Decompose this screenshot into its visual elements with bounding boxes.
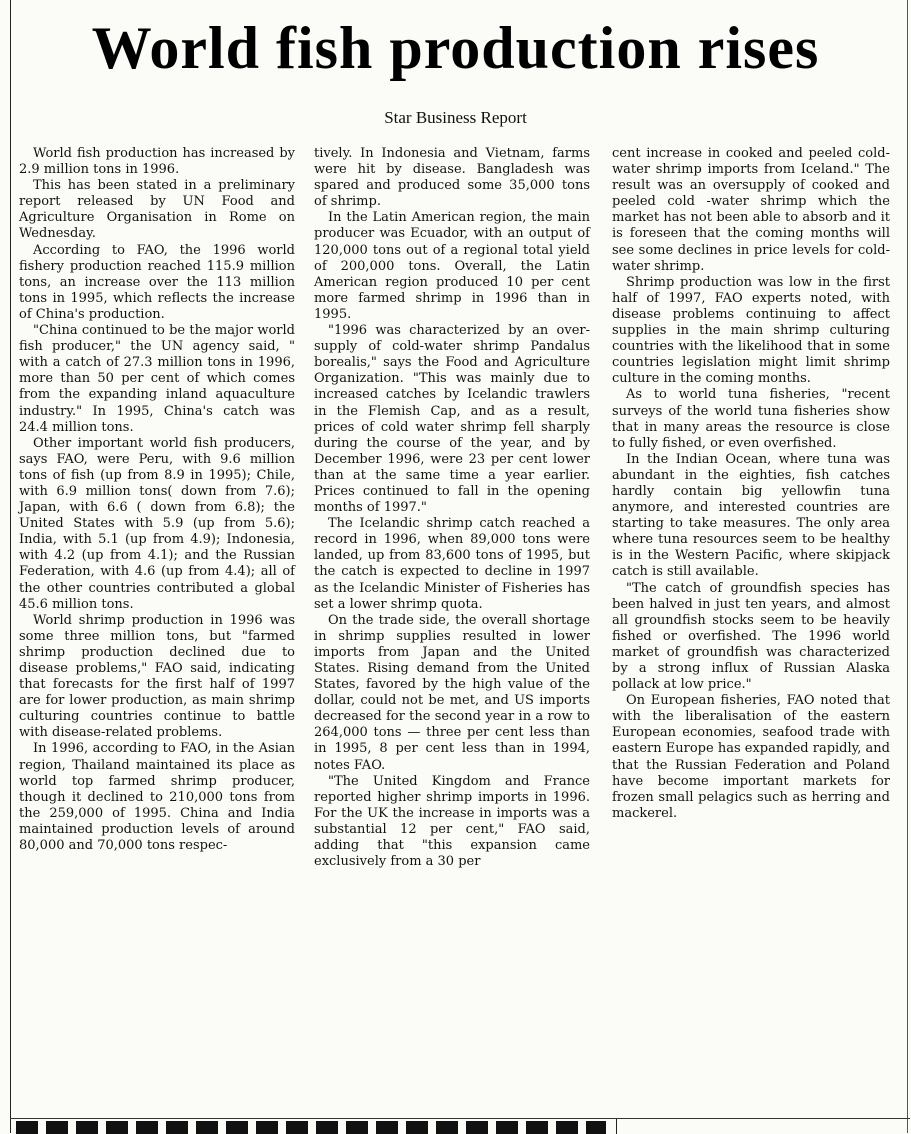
cropped-headline-glyphs [16,1121,606,1134]
paragraph: World fish production has increased by 2.9 million tons in 1996. [19,146,295,178]
paragraph: "1996 was characterized by an over-supply of cold-water shrimp Pandalus borealis," says the Food and Agriculture Organization. "This was mainly due to increased catches by Icelandic trawlers in the Flemish Cap, and as a result, prices of cold water shrimp fell sharply during the course of the year, and by December 1996, were 23 per cent lower than at the same time a year earlier. Prices continued to fall in the opening months of 1997." [314,323,590,516]
paragraph: The Icelandic shrimp catch reached a record in 1996, when 89,000 tons were landed, up from 83,600 tons of 1995, but the catch is expected to decline in 1997 as the Icelandic Minister of Fisheries has set a lower shrimp quota. [314,516,590,612]
article-column-2 [314,146,590,870]
byline: Star Business Report [384,108,527,127]
paragraph: As to world tuna fisheries, "recent surveys of the world tuna fisheries show that in many areas the resource is close to fully fished, or even overfished. [612,387,890,451]
paragraph: World shrimp production in 1996 was some three million tons, but "farmed shrimp production declined due to disease problems," FAO said, indicating that forecasts for the first half of 1997 are for lower production, as main shrimp culturing countries continue to battle with disease-related problems. [19,612,295,741]
paragraph: Shrimp production was low in the first half of 1997, FAO experts noted, with disease problems continuing to affect supplies in the main shrimp culturing countries with the likelihood that in some countries legislation might limit shrimp culture in the coming months. [612,274,890,387]
paragraph: Other important world fish producers, says FAO, were Peru, with 9.6 million tons of fish (up from 8.9 in 1995); Chile, with 6.9 million tons( down from 7.6); Japan, with 6.6 ( down from 6.8); the United States with 5.9 (up from 5.6); India, with 5.1 (up from 4.9); Indonesia, with 4.2 (up from 4.1); and the Russian Federation, with 4.6 (up from 4.4); all of the other countries contributed a global 45.6 million tons. [19,435,295,612]
paragraph: tively. In Indonesia and Vietnam, farms were hit by disease. Bangladesh was spared and produced some 35,000 tons of shrimp. [314,146,590,210]
column-divider [616,1119,617,1134]
paragraph: In 1996, according to FAO, in the Asian region, Thailand maintained its place as world top farmed shrimp producer, though it declined to 210,000 tons from the 259,000 of 1995. China and India maintained production levels of around 80,000 and 70,000 tons respec- [19,741,295,854]
left-column-rule [10,0,11,1133]
article-column-3 [612,146,890,822]
paragraph: On European fisheries, FAO noted that with the liberalisation of the eastern European economies, seafood trade with eastern Europe has expanded rapidly, and that the Russian Federation and Poland have become important markets for frozen small pelagics such as herring and mackerel. [612,693,890,821]
paragraph: "The United Kingdom and France reported higher shrimp imports in 1996. For the UK the increase in imports was a substantial 12 per cent," FAO said, adding that "this expansion came exclusively from a 30 per [314,773,590,870]
paragraph: According to FAO, the 1996 world fishery production reached 115.9 million tons, an increase over the 113 million tons in 1995, which reflects the increase of China's production. [19,242,295,322]
article-column-1 [19,146,295,854]
paragraph: cent increase in cooked and peeled cold-water shrimp imports from Iceland." The result was an oversupply of cooked and peeled cold -water shrimp which the market has not been able to absorb and it is foreseen that the coming months will see some declines in price levels for cold-water shrimp. [612,146,890,274]
headline: World fish production rises [91,15,820,81]
next-article-headline-cropped [10,1118,910,1134]
paragraph: In the Latin American region, the main producer was Ecuador, with an output of 120,000 tons out of a regional total yield of 200,000 tons. Overall, the Latin American region produced 10 per cent more farmed shrimp in 1996 than in 1995. [314,210,590,322]
paragraph: In the Indian Ocean, where tuna was abundant in the eighties, fish catches hardly contain big yellowfin tuna anymore, and interested countries are starting to take measures. The only area where tuna resources seem to be healthy is in the Western Pacific, where skipjack catch is still available. [612,451,890,580]
paragraph: "China continued to be the major world fish producer," the UN agency said, " with a catch of 27.3 million tons in 1996, more than 50 per cent of which comes from the expanding inland aquaculture industry." In 1995, China's catch was 24.4 million tons. [19,323,295,435]
paragraph: "The catch of groundfish species has been halved in just ten years, and almost all groundfish stocks seem to be heavily fished or overfished. The 1996 world market of groundfish was characterized by a strong influx of Russian Alaska pollack at low price." [612,580,890,693]
paragraph: This has been stated in a preliminary report released by UN Food and Agriculture Organisation in Rome on Wednesday. [19,178,295,242]
right-column-rule [907,0,908,1133]
paragraph: On the trade side, the overall shortage in shrimp supplies resulted in lower imports from Japan and the United States. Rising demand from the United States, favored by the high value of the dollar, could not be met, and US imports decreased for the second year in a row to 264,000 tons — three per cent less than in 1995, 8 per cent less than in 1994, notes FAO. [314,612,590,773]
